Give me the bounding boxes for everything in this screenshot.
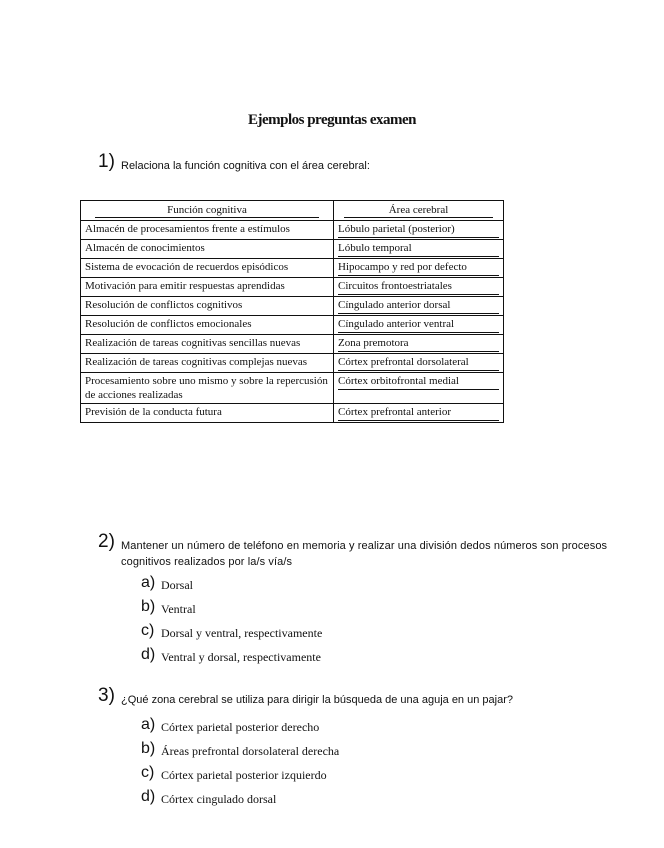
area-cell: Córtex prefrontal dorsolateral: [334, 354, 504, 373]
table-row: [81, 316, 504, 335]
option-letter: d): [141, 788, 156, 805]
area-cell: Hipocampo y red por defecto: [334, 259, 504, 278]
table-row: [81, 404, 504, 423]
question-number: 1): [98, 151, 115, 172]
table-row: [81, 221, 504, 240]
option-text: Córtex parietal posterior derecho: [161, 720, 320, 734]
column-header-function: Función cognitiva: [81, 201, 334, 221]
matching-table: [80, 200, 504, 423]
answer-option: [141, 788, 611, 816]
option-text: Córtex parietal posterior izquierdo: [161, 768, 327, 782]
area-cell: Cíngulado anterior dorsal: [334, 297, 504, 316]
table-row: [81, 278, 504, 297]
answer-options-q3: [141, 716, 611, 816]
answer-option: [141, 622, 611, 650]
function-cell: Resolución de conflictos emocionales: [81, 316, 334, 335]
table-row: [81, 373, 504, 404]
function-cell: Resolución de conflictos cognitivos: [81, 297, 334, 316]
option-letter: b): [141, 740, 156, 757]
option-text: Ventral: [161, 602, 196, 616]
option-text: Dorsal: [161, 578, 193, 592]
option-letter: a): [141, 574, 156, 591]
column-header-area: Área cerebral: [334, 201, 504, 221]
question-text: Mantener un número de teléfono en memoria y realizar una división dedos números son procesos cognitivos realizados por la/s vía/s: [121, 540, 608, 568]
area-cell: Córtex prefrontal anterior: [334, 404, 504, 423]
function-cell: Previsión de la conducta futura: [81, 404, 334, 423]
option-letter: d): [141, 646, 156, 663]
table-row: [81, 354, 504, 373]
table-row: [81, 240, 504, 259]
answer-option: [141, 740, 611, 768]
table-row: [81, 335, 504, 354]
function-cell: Motivación para emitir respuestas aprendidas: [81, 278, 334, 297]
question-2: [98, 531, 608, 570]
answer-option: [141, 574, 611, 602]
option-text: Áreas prefrontal dorsolateral derecha: [161, 744, 340, 758]
area-cell: Zona premotora: [334, 335, 504, 354]
function-cell: Almacén de conocimientos: [81, 240, 334, 259]
option-letter: c): [141, 764, 155, 781]
function-cell: Realización de tareas cognitivas sencillas nuevas: [81, 335, 334, 354]
answer-option: [141, 646, 611, 674]
option-text: Dorsal y ventral, respectivamente: [161, 626, 323, 640]
table-row: [81, 297, 504, 316]
area-cell: Circuitos frontoestriatales: [334, 278, 504, 297]
answer-options-q2: [141, 574, 611, 674]
function-cell: Sistema de evocación de recuerdos episódicos: [81, 259, 334, 278]
option-letter: c): [141, 622, 155, 639]
question-3: [98, 685, 608, 708]
area-cell: Córtex orbitofrontal medial: [334, 373, 504, 404]
option-text: Córtex cingulado dorsal: [161, 792, 277, 806]
option-text: Ventral y dorsal, respectivamente: [161, 650, 321, 664]
question-text: Relaciona la función cognitiva con el área cerebral:: [121, 160, 370, 172]
page-title: Ejemplos preguntas examen: [247, 112, 417, 128]
question-number: 2): [98, 531, 115, 552]
function-cell: Realización de tareas cognitivas complejas nuevas: [81, 354, 334, 373]
area-cell: Cíngulado anterior ventral: [334, 316, 504, 335]
question-text: ¿Qué zona cerebral se utiliza para dirigir la búsqueda de una aguja en un pajar?: [121, 694, 513, 706]
table-header-row: [81, 201, 504, 221]
question-number: 3): [98, 685, 115, 706]
area-cell: Lóbulo temporal: [334, 240, 504, 259]
function-cell: Procesamiento sobre uno mismo y sobre la repercusión de acciones realizadas: [81, 373, 334, 404]
answer-option: [141, 598, 611, 626]
answer-option: [141, 716, 611, 744]
area-cell: Lóbulo parietal (posterior): [334, 221, 504, 240]
question-1: [98, 151, 608, 174]
function-cell: Almacén de procesamientos frente a estímulos: [81, 221, 334, 240]
option-letter: b): [141, 598, 156, 615]
answer-option: [141, 764, 611, 792]
table-row: [81, 259, 504, 278]
option-letter: a): [141, 716, 156, 733]
